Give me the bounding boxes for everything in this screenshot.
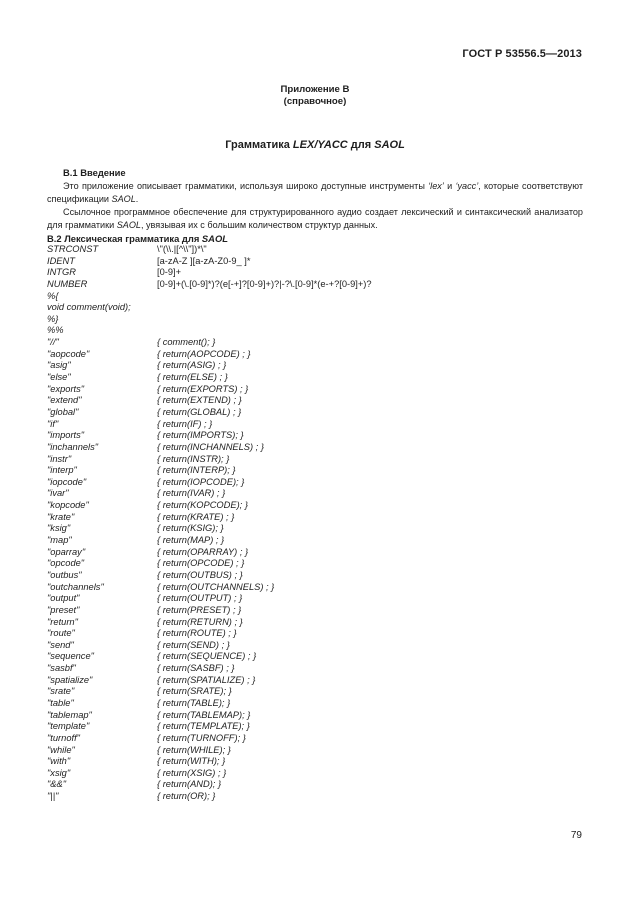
rule-row-token: "outbus" [47, 569, 82, 580]
definition-row-token: INTGR [47, 267, 76, 278]
rule-row-token: "sequence" [47, 651, 94, 662]
rule-row-action: { return(EXTEND) ; } [157, 395, 242, 406]
rule-row-action: { return(AOPCODE) ; } [157, 348, 251, 359]
standard-number: ГОСТ Р 53556.5—2013 [462, 48, 582, 60]
rule-row-action: { return(INTERP); } [157, 465, 236, 476]
rule-row-action: { return(WITH); } [157, 756, 226, 767]
definition-row-action: [0-9]+ [157, 267, 182, 278]
rule-row-token: "krate" [47, 511, 75, 522]
annex-status: (справочное) [283, 96, 347, 107]
rule-row-action: { return(SRATE); } [157, 686, 232, 697]
definition-row-action: [0-9]+(\.[0-9]*)?(e[-+]?[0-9]+)?|-?\.[0-9]*(e-+?[0-9]+)? [157, 278, 372, 289]
rule-row-token: "with" [47, 756, 71, 767]
rule-row-token: "interp" [47, 465, 77, 476]
intro-paragraph-1 [47, 180, 583, 205]
rule-row-action: { return(INCHANNELS) ; } [157, 441, 264, 452]
rule-row-token: "srate" [47, 686, 75, 697]
p1-text-a: Это приложение описывает грамматики, используя широко доступные инструменты [63, 181, 429, 191]
code-line-token: %% [47, 325, 64, 336]
rule-row-token: "//" [47, 337, 59, 348]
rule-row-action: { return(IVAR) ; } [157, 488, 226, 499]
p2-text-a: Ссылочное программное обеспечение для структурированного аудио создает лексический и синтаксический анализатор для грамматики [47, 207, 583, 230]
rule-row-action: { return(RETURN) ; } [157, 616, 243, 627]
intro-paragraph-2 [47, 206, 583, 231]
rule-row-token: "exports" [47, 383, 85, 394]
rule-row-token: "template" [47, 721, 90, 732]
h2-saol: SAOL [201, 233, 228, 244]
title-lexyacc: LEX/YACC [292, 139, 348, 151]
rule-row-token: "extend" [47, 395, 82, 406]
rule-row-token: "outchannels" [47, 581, 104, 592]
definition-row-action: \"(\\.|[^\\"])*\" [157, 244, 207, 254]
rule-row-action: { return(XSIG) ; } [157, 767, 227, 778]
p1-saol: SAOL [111, 193, 136, 204]
page-number: 79 [570, 830, 582, 841]
rule-row-action: { return(SEND) ; } [157, 639, 230, 650]
rule-row-action: { return(GLOBAL) ; } [157, 406, 242, 417]
rule-row-action: { return(AND); } [157, 779, 222, 790]
rule-row-action: { return(PRESET) ; } [157, 604, 242, 615]
rule-row-token: "sasbf" [47, 663, 76, 674]
p1-lex: ‘lex’ [428, 181, 444, 191]
rule-row-token: "turnoff" [47, 732, 80, 743]
rule-row-action: { return(KOPCODE); } [157, 500, 248, 511]
rule-row-action: { return(KSIG); } [157, 523, 224, 534]
section-heading-lexical [47, 233, 228, 244]
p1-text-d: . [135, 193, 139, 204]
rule-row-token: "asig" [47, 360, 71, 371]
rule-row-action: { return(OPCODE) ; } [157, 558, 245, 569]
rule-row-token: "instr" [47, 453, 72, 464]
rule-row-action: { return(KRATE) ; } [157, 511, 235, 522]
rule-row-action: { return(OR); } [157, 791, 216, 802]
rule-row-action: { return(ASIG) ; } [157, 360, 227, 371]
rule-row-token: "spatialize" [47, 674, 93, 685]
rule-row-action: { return(SPATIALIZE) ; } [157, 674, 256, 685]
p1-text-b: и [443, 181, 456, 191]
section-heading-intro: В.1 Введение [63, 167, 126, 178]
rule-row-action: { return(EXPORTS) ; } [157, 383, 249, 394]
rule-row-action: { return(SASBF) ; } [157, 663, 235, 674]
rule-row-token: "oparray" [47, 546, 86, 557]
rule-row-token: "global" [47, 406, 79, 417]
rule-row-token: "preset" [47, 604, 80, 615]
rule-row-action: { return(IF) ; } [157, 418, 213, 429]
definition-row-action: [a-zA-Z ][a-zA-Z0-9_ ]* [157, 255, 251, 266]
rule-row-token: "opcode" [47, 558, 85, 569]
rule-row-token: "map" [47, 535, 72, 546]
rule-row-token: "return" [47, 616, 78, 627]
rule-row-action: { return(INSTR); } [157, 453, 230, 464]
rule-row-token: "route" [47, 628, 75, 639]
rule-row-action: { return(OPARRAY) ; } [157, 546, 249, 557]
p2-saol: SAOL [116, 219, 141, 230]
rule-row-token: "ivar" [47, 488, 69, 499]
rule-row-token: "else" [47, 372, 71, 383]
rule-row-action: { return(MAP) ; } [157, 535, 225, 546]
rule-row-token: "inchannels" [47, 441, 99, 452]
rule-row-action: { return(IMPORTS); } [157, 430, 244, 441]
rule-row-action: { return(OUTBUS) ; } [157, 569, 243, 580]
p1-yacc: ‘yacc’ [455, 181, 479, 191]
page-title [0, 139, 630, 151]
title-mid: для [347, 139, 375, 151]
rule-row-token: "||" [47, 791, 59, 802]
rule-row-action: { return(OUTPUT) ; } [157, 593, 243, 604]
rule-row-token: "aopcode" [47, 348, 90, 359]
rule-row-token: "xsig" [47, 767, 71, 778]
rule-row-token: "imports" [47, 430, 85, 441]
rule-row-action: { return(ELSE) ; } [157, 372, 228, 383]
code-line-token: %{ [47, 290, 59, 301]
rule-row-token: "while" [47, 744, 75, 755]
definition-row-token: NUMBER [47, 278, 88, 289]
rule-row-action: { return(ROUTE) ; } [157, 628, 237, 639]
rule-row-token: "tablemap" [47, 709, 92, 720]
title-prefix: Грамматика [225, 139, 293, 151]
p1-text-c: , которые соответствуют спецификации [47, 181, 583, 204]
annex-label: Приложение В [280, 84, 350, 95]
rule-row-token: "table" [47, 697, 74, 708]
rule-row-action: { return(WHILE); } [157, 744, 231, 755]
code-line-token: void comment(void); [47, 302, 131, 313]
rule-row-token: "&&" [47, 779, 67, 790]
rule-row-action: { return(TABLEMAP); } [157, 709, 251, 720]
rule-row-action: { return(IOPCODE); } [157, 476, 245, 487]
rule-row-token: "kopcode" [47, 500, 89, 511]
rule-row-action: { return(TURNOFF); } [157, 732, 246, 743]
code-line-token: %} [47, 313, 59, 324]
rule-row-action: { return(SEQUENCE) ; } [157, 651, 257, 662]
title-saol: SAOL [374, 139, 405, 151]
rule-row-token: "iopcode" [47, 476, 87, 487]
rule-row-token: "output" [47, 593, 80, 604]
rule-row-action: { return(OUTCHANNELS) ; } [157, 581, 275, 592]
rule-row-action: { return(TABLE); } [157, 697, 231, 708]
rule-row-action: { comment(); } [157, 337, 216, 348]
rule-row-token: "send" [47, 639, 74, 650]
rule-row-token: "ksig" [47, 523, 71, 534]
definition-row-token: STRCONST [47, 244, 99, 254]
rule-row-action: { return(TEMPLATE); } [157, 721, 250, 732]
rule-row-token: "if" [47, 418, 59, 429]
h2-prefix: В.2 Лексическая грамматика для [47, 233, 202, 244]
definition-row-token: IDENT [47, 255, 75, 266]
p2-text-b: , увязывая их с большим количеством структур данных. [140, 219, 378, 230]
